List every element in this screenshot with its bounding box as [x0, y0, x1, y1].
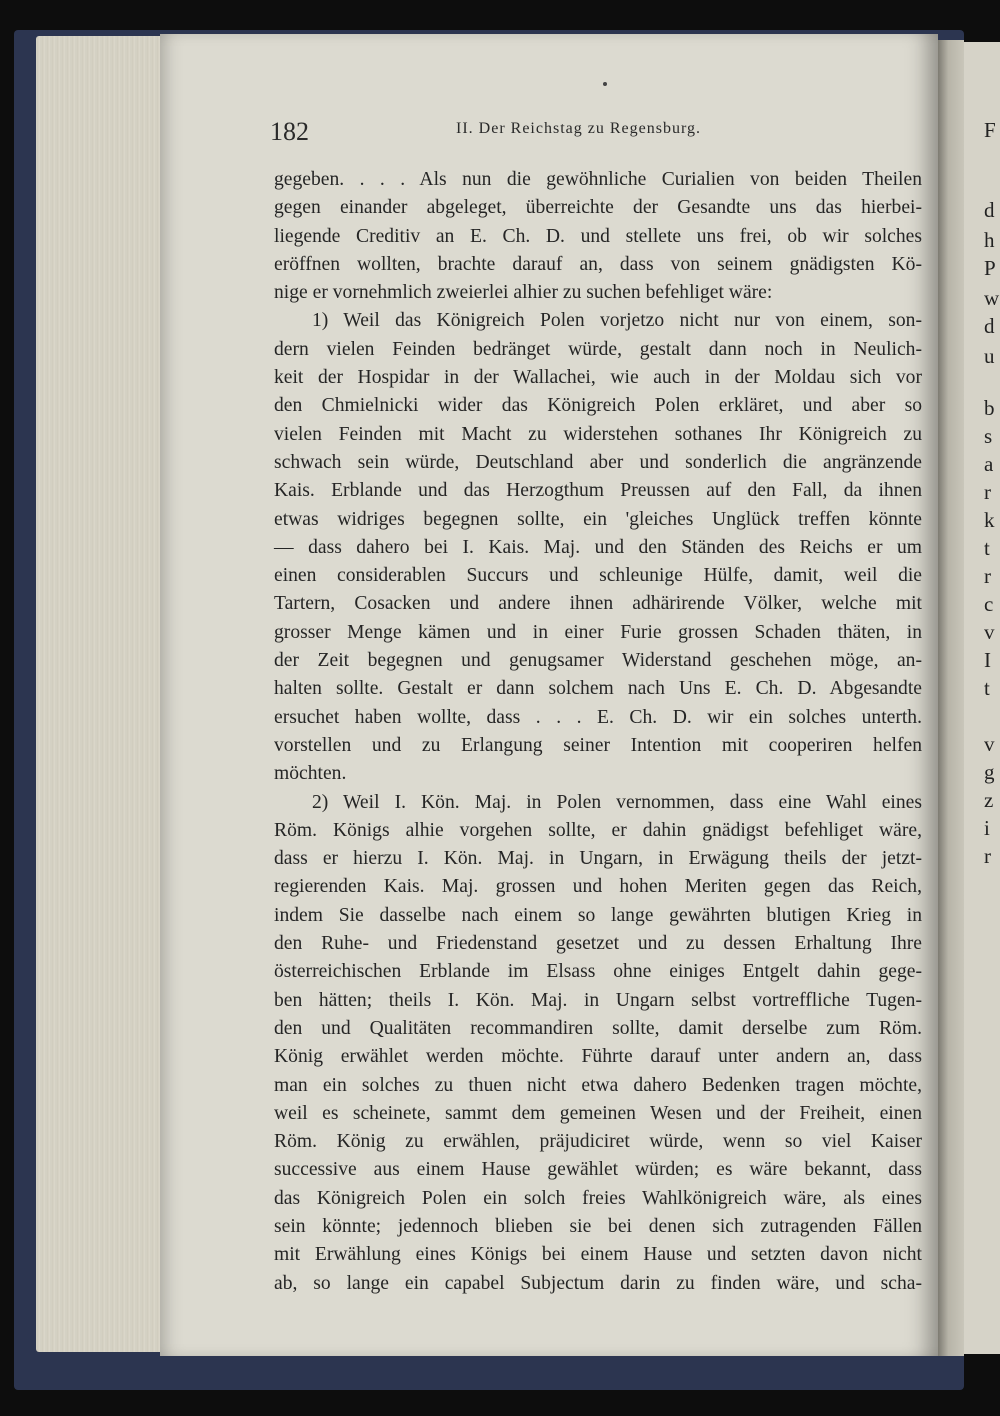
body-text: [274, 166, 922, 1298]
next-page-letter: t: [984, 536, 990, 560]
next-page-letter: b: [984, 396, 995, 420]
text-line: König erwählet werden möchte. Führte darauf unter andern an, dass: [274, 1046, 922, 1068]
next-page-letter: P: [984, 256, 996, 280]
text-line: vielen Feinden mit Macht zu widerstehen sothanes Ihr Königreich zu: [274, 423, 922, 445]
text-line: gegen einander abgeleget, überreichte der Gesandte uns das hierbei-: [274, 197, 922, 219]
text-line: dass er hierzu I. Kön. Maj. in Ungarn, in Erwägung theils der jetzt-: [274, 848, 922, 870]
page-header: [270, 117, 922, 151]
text-line: den und Qualitäten recommandiren sollte, damit derselbe zum Röm.: [274, 1017, 922, 1039]
next-page-letter: t: [984, 676, 990, 700]
next-page-letter: r: [984, 564, 991, 588]
text-line: regierenden Kais. Maj. grossen und hohen Meriten gegen das Reich,: [274, 876, 922, 898]
text-line: ersuchet haben wollte, dass . . . E. Ch. D. wir ein solches unterth.: [274, 706, 922, 728]
next-page-letter: z: [984, 788, 994, 812]
next-page-letter: w: [984, 286, 1000, 310]
running-head: II. Der Reichstag zu Regensburg.: [456, 120, 701, 137]
text-line: gegeben. . . . Als nun die gewöhnliche Curialien von beiden Theilen: [274, 169, 922, 190]
next-page-letter: F: [984, 118, 996, 142]
page-number: 182: [270, 117, 309, 146]
text-line: 1) Weil das Königreich Polen vorjetzo nicht nur von einem, son-: [312, 310, 922, 332]
text-line: einen considerablen Succurs und schleunige Hülfe, damit, weil die: [274, 565, 922, 587]
text-line: Tartern, Cosacken und andere ihnen adhärirende Völker, welche mit: [274, 593, 922, 615]
page-edges: [36, 36, 166, 1352]
text-line: österreichischen Erblande im Elsass ohne einiges Entgelt dahin gege-: [274, 961, 922, 983]
text-line: den Chmielnicki wider das Königreich Polen erkläret, und aber so: [274, 395, 922, 417]
text-line: liegende Creditiv an E. Ch. D. und stellete uns frei, ob wir solches: [274, 225, 922, 247]
text-line: ab, so lange ein capabel Subjectum darin zu finden wäre, und scha-: [274, 1272, 922, 1294]
text-line: man ein solches zu thuen nicht etwa dahero Bedenken tragen möchte,: [274, 1074, 922, 1096]
text-line: eröffnen wollten, brachte darauf an, dass von seinem gnädigsten Kö-: [274, 253, 922, 275]
next-page-letter: i: [984, 816, 990, 840]
text-line: halten sollte. Gestalt er dann solchem nach Uns E. Ch. D. Abgesandte: [274, 678, 922, 700]
text-line: mit Erwählung eines Königs bei einem Hause und setzten davon nicht: [274, 1244, 922, 1266]
next-page-letter: u: [984, 344, 995, 368]
next-page-letter: d: [984, 314, 995, 338]
next-page-edge: [964, 42, 1000, 1354]
next-page-letter: v: [984, 620, 995, 644]
text-line: den Ruhe- und Friedenstand gesetzet und zu dessen Erhaltung Ihre: [274, 933, 922, 955]
ink-dot: [603, 82, 607, 86]
next-page-letter: v: [984, 732, 995, 756]
next-page-letter: a: [984, 452, 994, 476]
next-page-letter: c: [984, 592, 994, 616]
text-line: ben hätten; theils I. Kön. Maj. in Ungarn selbst vortreffliche Tugen-: [274, 989, 922, 1011]
text-line: etwas widriges begegnen sollte, ein 'gleiches Unglück treffen könnte: [274, 508, 922, 530]
text-line: 2) Weil I. Kön. Maj. in Polen vernommen, dass eine Wahl eines: [312, 791, 922, 813]
next-page-letter: g: [984, 760, 995, 784]
text-line: successive aus einem Hause gewählet würden; es wäre bekannt, dass: [274, 1159, 922, 1181]
text-line: Röm. König zu erwählen, präjudiciret würde, wenn so viel Kaiser: [274, 1131, 922, 1153]
next-page-letter: I: [984, 648, 991, 672]
text-line: schwach sein würde, Deutschland aber und sonderlich die angränzende: [274, 451, 922, 473]
book-gutter: [938, 40, 964, 1356]
text-line: weil es scheinete, sammt dem gemeinen Wesen und der Freiheit, einen: [274, 1102, 922, 1124]
text-line: Röm. Königs alhie vorgehen sollte, er dahin gnädigst befehliget wäre,: [274, 819, 922, 841]
text-line: sein könnte; jedennoch blieben sie bei denen sich zutragenden Fällen: [274, 1215, 922, 1237]
next-page-letter: r: [984, 844, 991, 868]
text-line: das Königreich Polen ein solch freies Wahlkönigreich wäre, als eines: [274, 1187, 922, 1209]
text-line: der Zeit begegnen und genugsamer Widerstand geschehen möge, an-: [274, 650, 922, 672]
next-page-letter: k: [984, 508, 995, 532]
text-line: dern vielen Feinden bedränget würde, gestalt dann noch in Neulich-: [274, 338, 922, 360]
next-page-letter: h: [984, 228, 995, 252]
text-line: möchten.: [274, 763, 347, 785]
text-line: — dass dahero bei I. Kais. Maj. und den Ständen des Reichs er um: [274, 536, 922, 558]
text-line: vorstellen und zu Erlangung seiner Intention mit cooperiren helfen: [274, 734, 922, 756]
text-line: grosser Menge kämen und in einer Furie grossen Schaden thäten, in: [274, 621, 922, 643]
text-line: nige er vornehmlich zweierlei alhier zu suchen befehliget wäre:: [274, 282, 773, 304]
text-line: Kais. Erblande und das Herzogthum Preussen auf den Fall, da ihnen: [274, 480, 922, 502]
next-page-letter: r: [984, 480, 991, 504]
text-line: indem Sie dasselbe nach einem so lange gewährten blutigen Krieg in: [274, 904, 922, 926]
next-page-letter: d: [984, 198, 995, 222]
text-line: keit der Hospidar in der Wallachei, wie auch in der Moldau sich vor: [274, 367, 922, 389]
next-page-letter: s: [984, 424, 993, 448]
